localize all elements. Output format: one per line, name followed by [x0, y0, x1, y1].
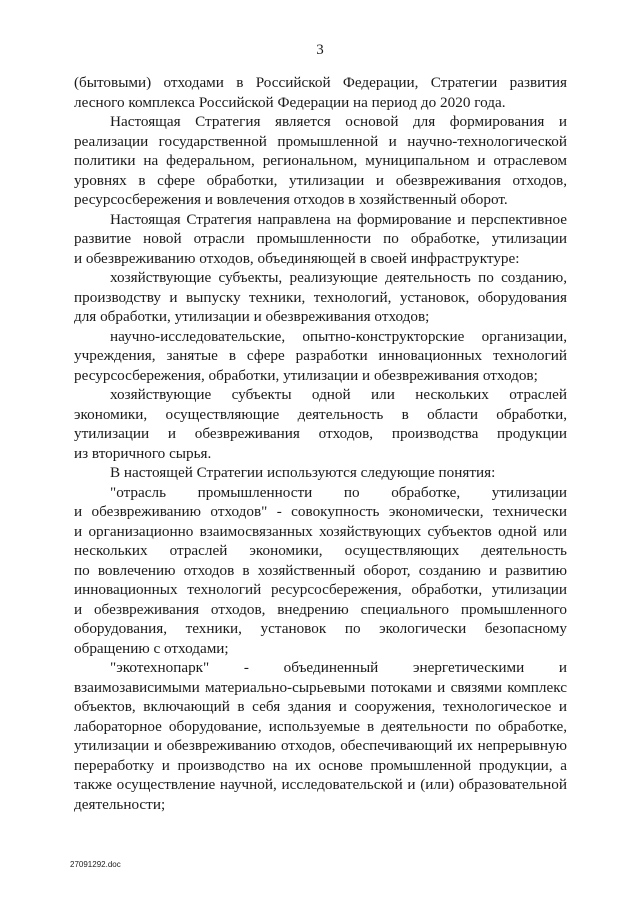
text-line: оборудования, техники, установок по экологически безопасному — [74, 620, 567, 637]
text-line: развитие новой отрасли промышленности по обработке, утилизации — [74, 230, 567, 247]
text-line: инновационных технологий ресурсосбережения, обработки, утилизации — [74, 581, 567, 598]
text-line: В настоящей Стратегии используются следующие понятия: — [110, 464, 496, 481]
text-line: и обезвреживанию отходов, объединяющей в своей инфраструктуре: — [74, 249, 520, 267]
text-line: из вторичного сырья. — [74, 444, 212, 462]
text-line: взаимозависимыми материально-сырьевыми потоками и связями комплекс — [74, 678, 567, 696]
text-line: "экотехнопарк" - объединенный энергетическими и — [110, 659, 567, 676]
text-line: и обезвреживанию отходов" - совокупность экономически, технически — [74, 503, 567, 520]
text-line: для обработки, утилизации и обезвреживания отходов; — [74, 308, 430, 325]
text-line: обращению с отходами; — [74, 639, 229, 657]
text-line: хозяйствующие субъекты одной или нескольких отраслей — [110, 386, 567, 403]
paragraph — [74, 483, 567, 659]
text-line: лабораторное оборудование, используемые в деятельности по обработке, — [74, 717, 567, 735]
footer-filename: 27091292.doc — [70, 860, 121, 869]
paragraph — [74, 112, 567, 210]
text-line: переработку и производство на их основе промышленной продукции, а — [74, 756, 567, 774]
paragraph — [74, 658, 567, 814]
text-line: Настоящая Стратегия является основой для формирования и — [110, 113, 567, 130]
text-line: объектов, включающий в себя здания и сооружения, технологическое и — [74, 698, 567, 715]
text-line: уровнях в сфере обработки, утилизации и обезвреживания отходов, — [74, 171, 567, 189]
text-line: политики на федеральном, региональном, муниципальном и отраслевом — [74, 152, 567, 169]
text-line: экономики, осуществляющие деятельность в области обработки, — [74, 405, 567, 423]
text-line: лесного комплекса Российской Федерации на период до 2020 года. — [74, 93, 506, 111]
paragraph — [74, 210, 567, 269]
text-line: "отрасль промышленности по обработке, утилизации — [110, 483, 567, 501]
text-line: утилизации и обезвреживанию отходов, обеспечивающий их непрерывную — [74, 737, 567, 754]
text-line: учреждения, занятые в сфере разработки инновационных технологий — [74, 347, 567, 364]
text-line: по вовлечению отходов в хозяйственный оборот, созданию и развитию — [74, 561, 567, 579]
paragraph — [74, 385, 567, 463]
text-line: нескольких отраслей экономики, осуществляющих деятельность — [74, 542, 567, 559]
text-line: научно-исследовательские, опытно-конструкторские организации, — [110, 327, 567, 345]
text-line: Настоящая Стратегия направлена на формирование и перспективное — [110, 210, 567, 228]
text-line: реализации государственной промышленной и научно-технологической — [74, 132, 567, 150]
document-body — [74, 73, 567, 814]
text-line: (бытовыми) отходами в Российской Федерации, Стратегии развития — [74, 74, 567, 91]
text-line: ресурсосбережения, обработки, утилизации и обезвреживания отходов; — [74, 366, 538, 384]
paragraph — [74, 463, 567, 483]
text-line: и организационно взаимосвязанных хозяйствующих субъектов одной или — [74, 522, 567, 540]
text-line: также осуществление научной, исследовательской и (или) образовательной — [74, 776, 567, 793]
page-number: 3 — [316, 42, 324, 58]
paragraph — [74, 268, 567, 327]
text-line: деятельности; — [74, 795, 166, 813]
text-line: и обезвреживания отходов, внедрению специального промышленного — [74, 600, 567, 618]
text-line: производству и выпуску техники, технологий, установок, оборудования — [74, 288, 567, 306]
paragraph — [74, 73, 567, 112]
paragraph — [74, 327, 567, 386]
text-line: ресурсосбережения и вовлечения отходов в хозяйственный оборот. — [74, 191, 508, 208]
text-line: хозяйствующие субъекты, реализующие деятельность по созданию, — [110, 269, 567, 286]
text-line: утилизации и обезвреживания отходов, производства продукции — [74, 425, 567, 442]
